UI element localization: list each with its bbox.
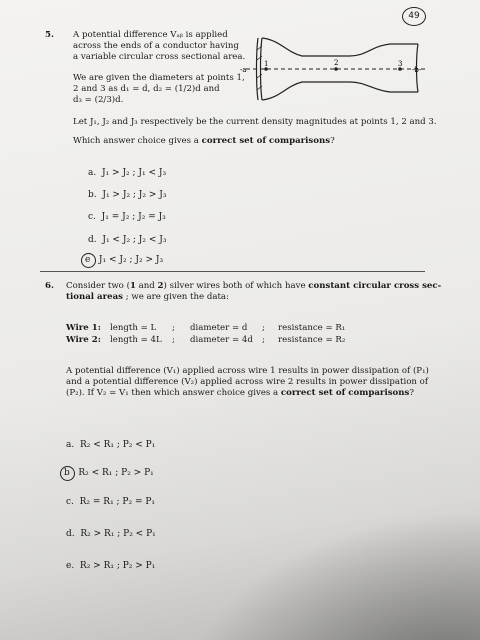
q5-given-line-2: 2 and 3 as d₁ = d, d₂ = (1/2)d and xyxy=(73,84,220,94)
q5-question-end: ? xyxy=(330,136,335,146)
wire-1-diameter: diameter = d xyxy=(190,323,248,333)
wire-2-sep-2: ; xyxy=(262,335,265,345)
q6-number: 6. xyxy=(45,281,54,291)
page-number: 49 xyxy=(402,7,426,26)
point-2-label: 2 xyxy=(334,59,339,67)
q6-line-2: tional areas ; we are given the data: xyxy=(66,292,229,302)
wire-2-length: length = 4L xyxy=(110,335,162,345)
q5-number: 5. xyxy=(45,30,54,40)
q5-intro-line-1: A potential difference Vₐᵦ is applied xyxy=(73,30,228,40)
right-terminal-label: -b- xyxy=(412,66,422,74)
conductor-figure xyxy=(240,30,430,108)
question-divider xyxy=(40,271,425,272)
q5-intro-line-3: a variable circular cross sectional area. xyxy=(73,52,246,62)
left-terminal-label: -a xyxy=(240,66,247,74)
wire-1-sep-2: ; xyxy=(262,323,265,333)
wire-1-sep-1: ; xyxy=(172,323,175,333)
q6-option-b[interactable]: b R₂ < R₁ ; P₂ > P₁ xyxy=(64,468,154,478)
wire-1-length: length = L xyxy=(110,323,157,333)
q6-para-line-3: (P₂). If V₂ = V₁ then which answer choice gives a correct set of comparisons? xyxy=(66,388,414,398)
q5-question-text: Which answer choice gives a xyxy=(73,136,202,146)
point-3-label: 3 xyxy=(398,60,403,68)
q5-question xyxy=(73,136,335,147)
wire-1-resistance: resistance = R₁ xyxy=(278,323,346,333)
q5-given-line-3: d₃ = (2/3)d. xyxy=(73,95,124,105)
point-1-label: 1 xyxy=(264,60,269,68)
q6-option-c[interactable]: c. R₂ = R₁ ; P₂ = P₁ xyxy=(66,497,156,507)
q6-para-line-1: A potential difference (V₁) applied across wire 1 results in power dissipation of (P₁) xyxy=(66,366,429,376)
wire-1-label: Wire 1: xyxy=(66,323,101,333)
wire-2-label: Wire 2: xyxy=(66,335,101,345)
q6-line-1: Consider two (1 and 2) silver wires both of which have constant circular cross sec- xyxy=(66,281,442,291)
wire-2-sep-1: ; xyxy=(172,335,175,345)
q5-option-c[interactable]: c. J₁ = J₂ ; J₂ = J₃ xyxy=(88,212,166,222)
wire-2-resistance: resistance = R₂ xyxy=(278,335,346,345)
q5-option-b[interactable]: b. J₁ > J₂ ; J₂ > J₃ xyxy=(88,190,167,200)
wire-2-diameter: diameter = 4d xyxy=(190,335,253,345)
q5-option-e[interactable]: e J₁ < J₂ ; J₂ > J₃ xyxy=(85,255,164,265)
q5-question-bold: correct set of comparisons xyxy=(201,136,331,146)
q5-let-line: Let J₁, J₂ and J₃ respectively be the current density magnitudes at points 1, 2 and 3. xyxy=(73,117,437,127)
q5-intro-line-2: across the ends of a conductor having xyxy=(73,41,239,51)
q6-option-d[interactable]: d. R₂ > R₁ ; P₂ < P₁ xyxy=(66,529,156,539)
q6-option-a[interactable]: a. R₂ < R₁ ; P₂ < P₁ xyxy=(66,440,156,450)
q6-option-e[interactable]: e. R₂ > R₁ ; P₂ > P₁ xyxy=(66,561,156,571)
photo-shadow xyxy=(164,492,480,640)
q5-option-a[interactable]: a. J₁ > J₂ ; J₁ < J₃ xyxy=(88,168,167,178)
point-2-marker xyxy=(334,67,338,71)
q6-para-line-2: and a potential difference (V₂) applied across wire 2 results in power dissipation of xyxy=(66,377,429,387)
q5-given-line-1: We are given the diameters at points 1, xyxy=(73,73,245,83)
q5-option-d[interactable]: d. J₁ < J₂ ; J₂ < J₃ xyxy=(88,235,167,245)
